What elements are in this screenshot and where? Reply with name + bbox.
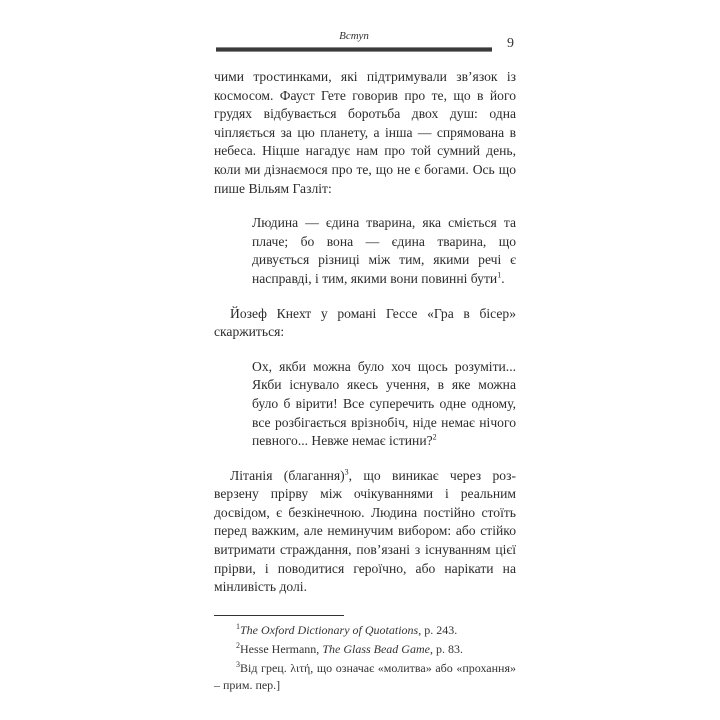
footnote-ref-2: 2 [432, 432, 437, 442]
quote-hesse-text: Ох, якби можна було хоч щось розуміти... Якби існувало якесь учення, в яке можна було б вірити! Все суперечить одне одному, все розбігається врізнобіч, ніде немає нічого певного... Невже немає істини? [252, 358, 516, 449]
footnote-ref-3: 3 [344, 467, 349, 477]
footnote-1 [214, 622, 516, 639]
footnote-1-mark: 1 [236, 621, 240, 631]
running-header [214, 28, 516, 50]
footnote-ref-1: 1 [497, 270, 502, 280]
running-title: Вступ [339, 30, 369, 42]
footnotes [214, 622, 516, 694]
block-quote-hesse [252, 358, 516, 451]
paragraph-3-rest: , що виникає через розверзену прірву між очікуваннями і реальним досвідом, є безкінечною. Людина постійно стоїть перед важким, але неминучим вибором: або стійко витримати страждання, пов’язані з існуванням цієї прірви, і поводитися героїчно, або нарікати на мінливість долі. [214, 467, 517, 595]
footnote-3-mark: 3 [236, 659, 240, 669]
paragraph-1: чими тростинками, які підтримували зв’язок із космосом. Фауст Гете говорив про те, що в його грудях відбувається боротьба двох душ: одна чіпляється за цю планету, а інша — спрямована в небеса. Ніцше нагадує нам про той сумний день, коли ми дізнаємося про те, що не є богами. Ось що пише Вільям Газліт: [214, 69, 516, 196]
page-number: 9 [507, 36, 514, 51]
header-rule [216, 47, 492, 52]
paragraph-2: Йозеф Кнехт у романі Гессе «Гра в бісер» скаржиться: [214, 305, 516, 340]
quote-hazlitt-text: Людина — єдина тварина, яка сміється та плаче; бо вона — єдина тварина, що дивується різниці між тим, якими речі є насправді, і тим, якими вони повинні бути [252, 215, 516, 286]
footnote-3 [214, 660, 516, 694]
footnote-1-title: The Oxford Dictionary of Quotations [240, 622, 419, 637]
footnote-3-text: Від грец. λιτή, що означає «молитва» або «прохання» – прим. пер.] [214, 660, 516, 692]
block-quote-hazlitt [252, 214, 516, 288]
footnote-2-author: Hesse Hermann, [240, 641, 323, 656]
paragraph-3-start: Літанія (благання) [230, 467, 345, 483]
body-text [214, 68, 516, 597]
footnote-2-mark: 2 [236, 640, 240, 650]
paragraph-3 [214, 467, 516, 597]
footnote-2 [214, 641, 516, 658]
footnote-2-page: , p. 83. [429, 641, 463, 656]
book-page [214, 28, 516, 696]
quote-hazlitt-end: . [501, 270, 505, 286]
footnote-1-page: , p. 243. [418, 622, 458, 637]
footnote-separator [214, 615, 344, 616]
footnote-2-title: The Glass Bead Game [322, 641, 430, 656]
